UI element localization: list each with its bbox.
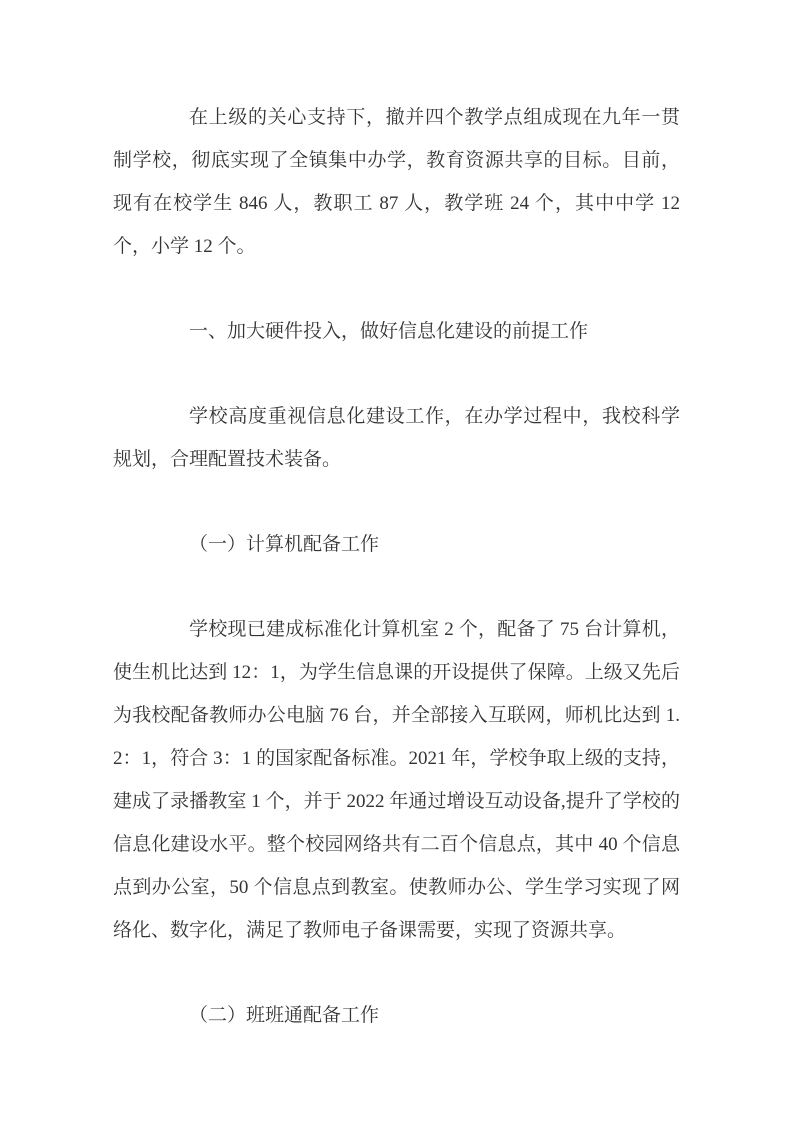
- section-1-intro-paragraph: 学校高度重视信息化建设工作，在办学过程中，我校科学规划，合理配置技术装备。: [113, 406, 680, 470]
- subsection-1-2-heading: （二）班班通配备工作: [189, 1005, 380, 1026]
- intro-paragraph: 在上级的关心支持下，撤并四个教学点组成现在九年一贯制学校，彻底实现了全镇集中办学，教育资源共享的目标。目前，现有在校学生 846 人，教职工 87 人，教学班 24 个，其中中学 12 个，小学 12 个。: [113, 107, 680, 257]
- subsection-1-1-paragraph: 学校现已建成标准化计算机室 2 个，配备了 75 台计算机，使生机比达到 12：1，为学生信息课的开设提供了保障。上级又先后为我校配备教师办公电脑 76 台，并全部接入互联网，师机比达到 1.2：1，符合 3：1 的国家配备标准。2021 年，学校争取上级的支持，建成了录播教室 1 个，并于 2022 年通过增设互动设备,提升了学校的信息化建设水平。整个校园网络共有二百个信息点，其中 40 个信息点到办公室，50 个信息点到教室。使教师办公、学生学习实现了网络化、数字化，满足了教师电子备课需要，实现了资源共享。: [113, 619, 680, 941]
- subsection-1-1-heading: （一）计算机配备工作: [189, 534, 380, 555]
- section-1-heading: 一、加大硬件投入，做好信息化建设的前提工作: [189, 321, 589, 342]
